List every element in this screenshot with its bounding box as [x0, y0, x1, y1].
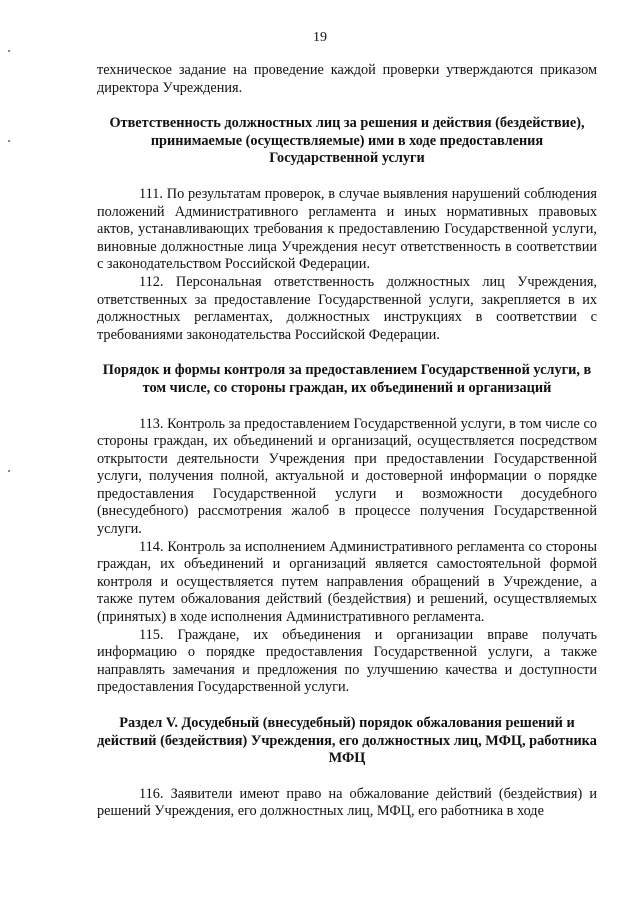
section-heading-appeal: Раздел V. Досудебный (внесудебный) порядок обжалования решений и действий (бездействия) Учреждения, его должностных лиц, МФЦ, работника МФЦ [97, 715, 597, 767]
paragraph-114: 114. Контроль за исполнением Административного регламента со стороны граждан, их объединений и организаций является самостоятельной формой контроля и осуществляется путем направления обращений в Учреждение, а также путем обжалования действий (бездействия) и решений, осуществляемых (принятых) в ходе исполнения Административного регламента. [97, 538, 597, 626]
intro-paragraph: техническое задание на проведение каждой проверки утверждаются приказом директора Учреждения. [97, 62, 597, 96]
margin-dot [8, 50, 10, 52]
paragraph-113: 113. Контроль за предоставлением Государственной услуги, в том числе со стороны граждан, их объединений и организаций, осуществляется посредством открытости деятельности Учреждения при предоставлении Государственной услуги, получения полной, актуальной и достоверной информации о порядке предоставления Государственной услуги и возможности досудебного (внесудебного) рассмотрения жалоб в процессе получения Государственной услуги. [97, 415, 597, 538]
page-number: 19 [313, 30, 327, 45]
paragraph-115: 115. Граждане, их объединения и организации вправе получать информацию о порядке предоставления Государственной услуги, а также направлять замечания и предложения по улучшению качества и доступности предоставления Государственной услуги. [97, 626, 597, 696]
paragraph-116: 116. Заявители имеют право на обжалование действий (бездействия) и решений Учреждения, его должностных лиц, МФЦ, его работника в ходе [97, 785, 597, 820]
section-heading-control-forms: Порядок и формы контроля за предоставлением Государственной услуги, в том числе, со стороны граждан, их объединений и организаций [102, 362, 592, 396]
document-body [97, 62, 597, 821]
paragraph-112: 112. Персональная ответственность должностных лиц Учреждения, ответственных за предоставление Государственной услуги, закрепляется в их должностных регламентах, должностных инструкциях в соответствии с требованиями законодательства Российской Федерации. [97, 273, 597, 343]
section-heading-responsibility: Ответственность должностных лиц за решения и действия (бездействие), принимаемые (осуществляемые) ими в ходе предоставления Государственной услуги [109, 115, 585, 167]
margin-dot [8, 470, 10, 472]
paragraph-111: 111. По результатам проверок, в случае выявления нарушений соблюдения положений Административного регламента и иных нормативных правовых актов, устанавливающих требования к предоставлению Государственной услуги, виновные должностные лица Учреждения несут ответственность в соответствии с законодательством Российской Федерации. [97, 185, 597, 273]
margin-dot [8, 140, 10, 142]
